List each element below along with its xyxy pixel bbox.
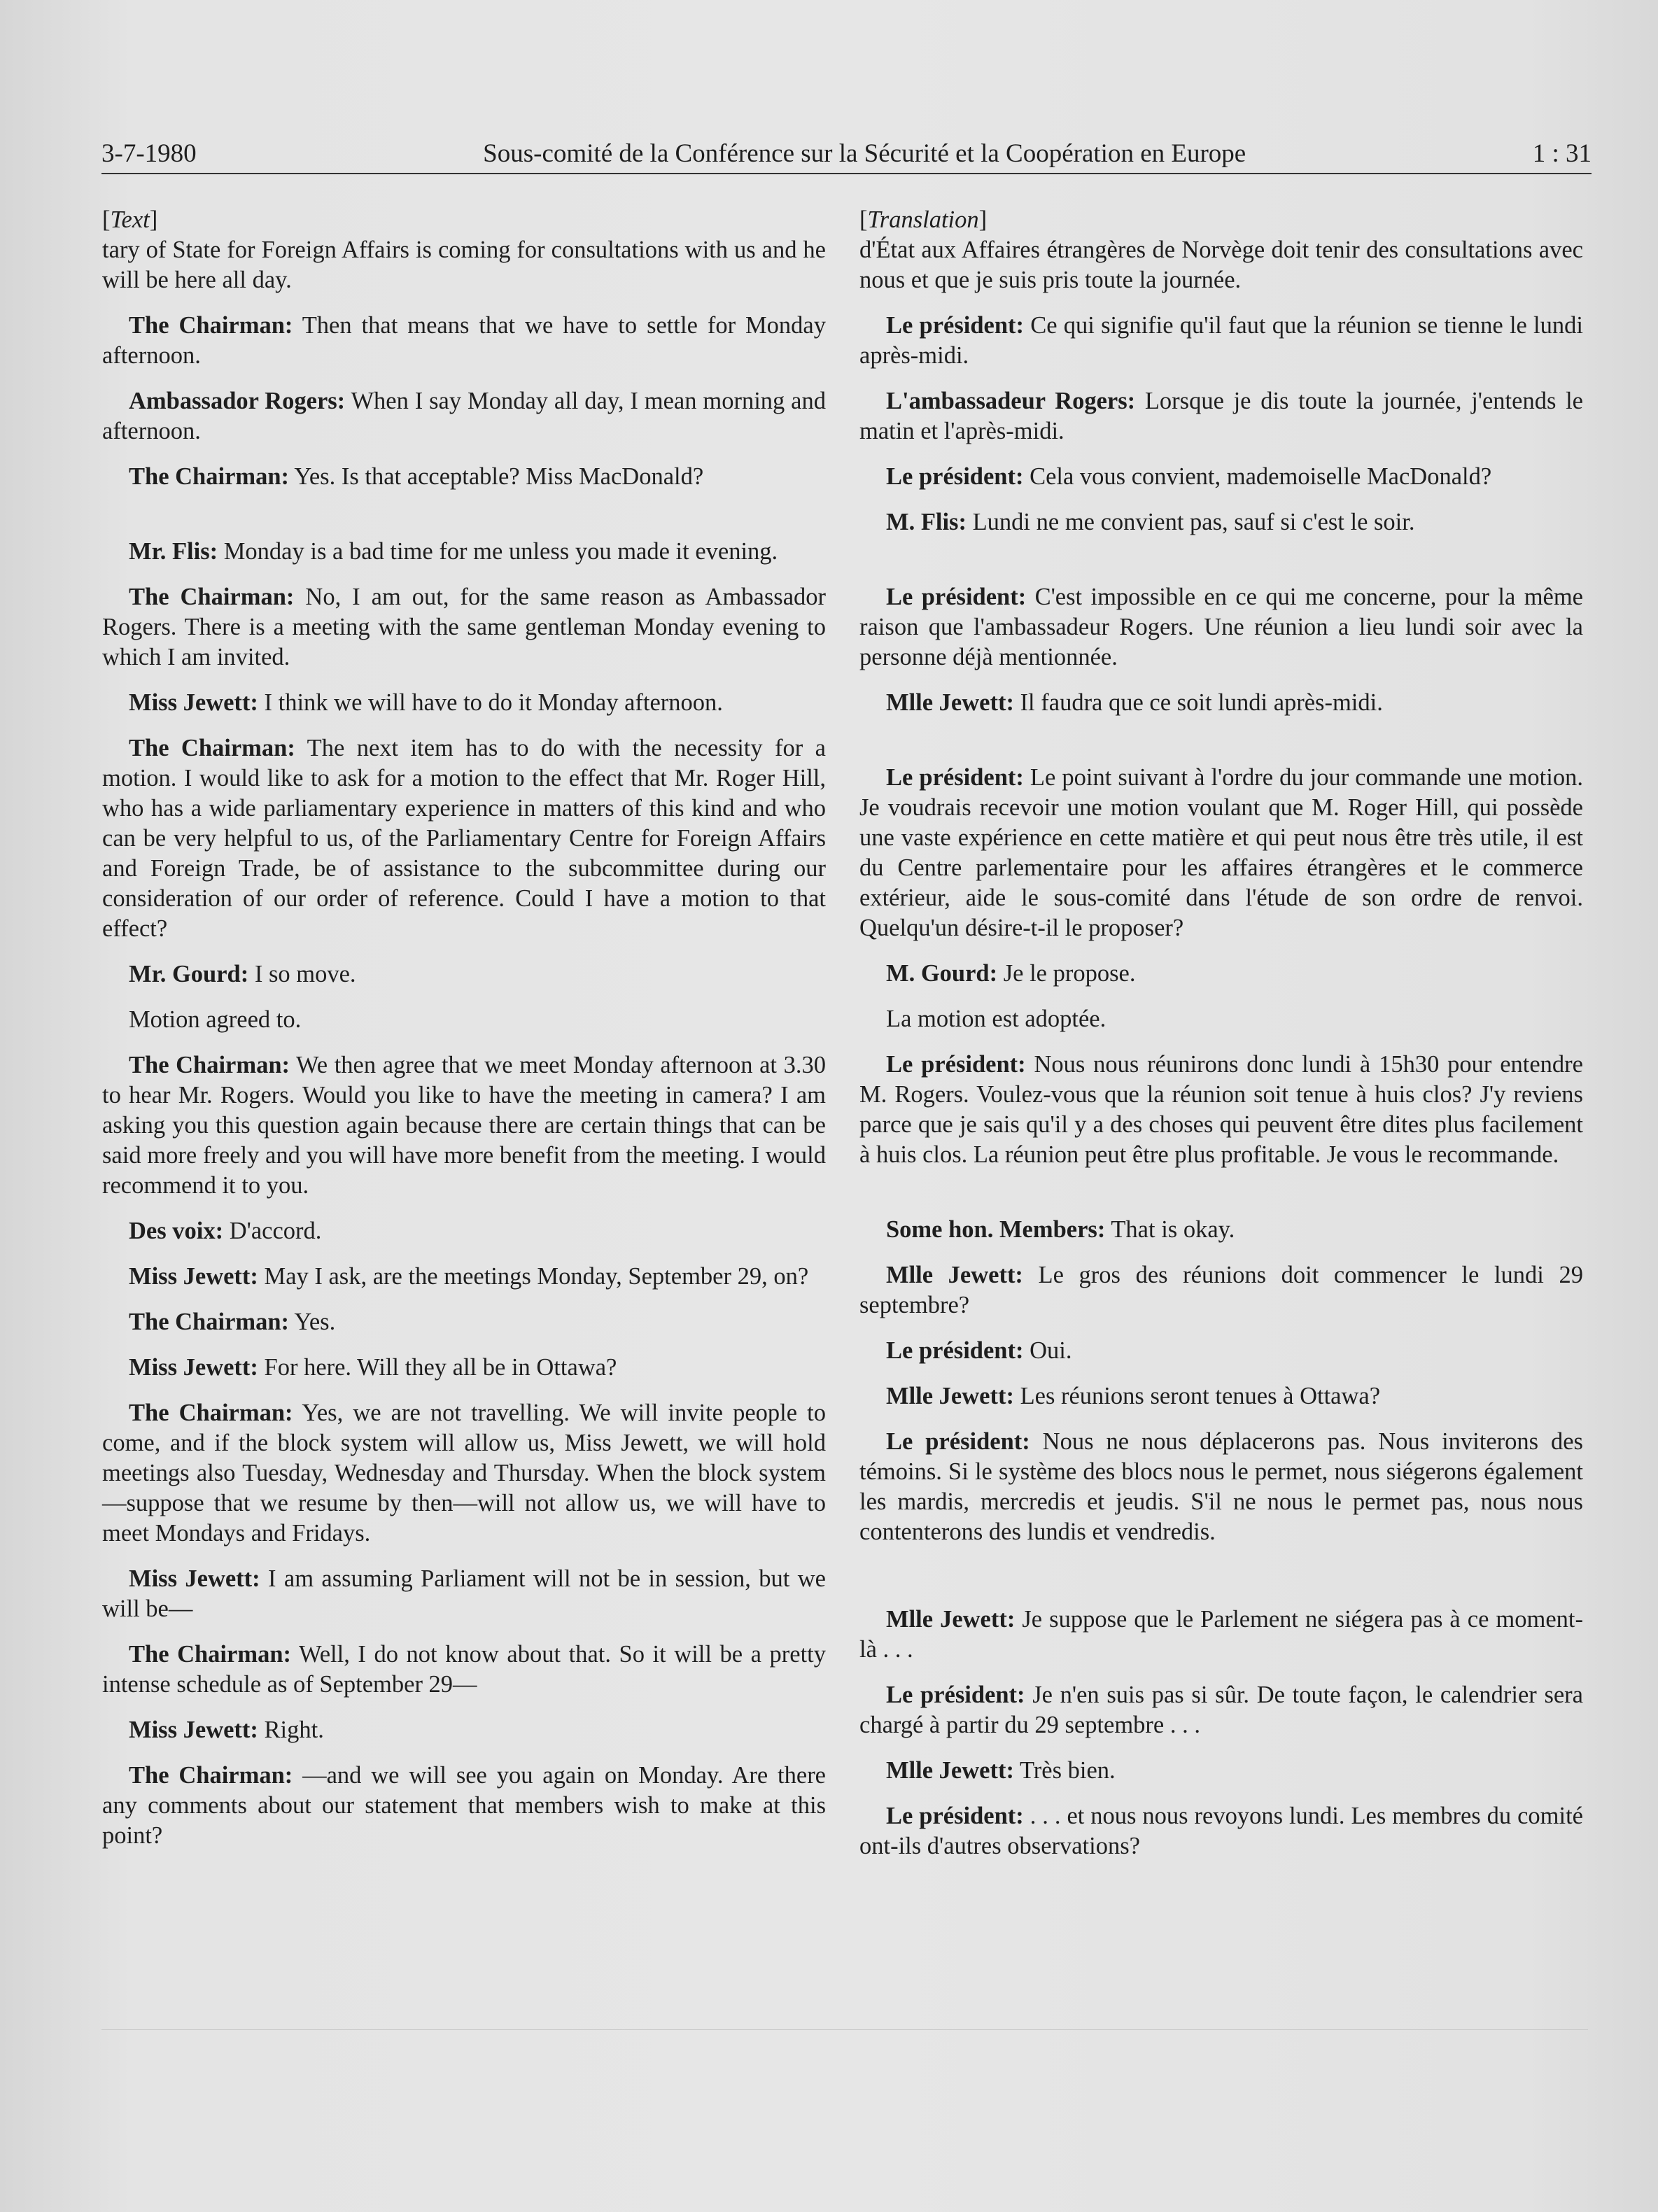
speaker: Le président: bbox=[886, 764, 1024, 791]
speaker: Miss Jewett: bbox=[129, 1263, 258, 1290]
header-date: 3-7-1980 bbox=[101, 139, 197, 168]
speaker: The Chairman: bbox=[129, 312, 293, 339]
speaker: Mr. Gourd: bbox=[129, 961, 249, 987]
speaker: Ambassador Rogers: bbox=[129, 388, 346, 414]
speaker: The Chairman: bbox=[129, 1762, 293, 1789]
paragraph: The Chairman: Then that means that we have to settle for Monday afternoon. bbox=[102, 312, 826, 369]
speaker: Miss Jewett: bbox=[129, 689, 258, 716]
paragraph: Some hon. Members: That is okay. bbox=[886, 1216, 1235, 1243]
paragraph: Mlle Jewett: Je suppose que le Parlement ne siégera pas à ce moment-là . . . bbox=[859, 1606, 1583, 1663]
speaker: The Chairman: bbox=[129, 1641, 291, 1668]
speaker: The Chairman: bbox=[129, 584, 295, 610]
paragraph: Motion agreed to. bbox=[129, 1006, 302, 1033]
opening-paragraph: d'État aux Affaires étrangères de Norvège doit tenir des consultations avec nous et que je suis pris toute la journée. bbox=[859, 237, 1583, 293]
paragraph: The Chairman: No, I am out, for the same reason as Ambassador Rogers. There is a meeting with the same gentleman Monday evening to which I am invited. bbox=[102, 584, 826, 670]
paragraph: Mlle Jewett: Il faudra que ce soit lundi après-midi. bbox=[886, 689, 1383, 716]
paragraph: The Chairman: Yes. Is that acceptable? Miss MacDonald? bbox=[129, 463, 704, 490]
page-header bbox=[101, 129, 1592, 174]
speaker: Mr. Flis: bbox=[129, 538, 218, 565]
paragraph: Le président: Nous nous réunirons donc lundi à 15h30 pour entendre M. Rogers. Voulez-vous que la réunion soit tenue à huis clos? J'y reviens parce que je sais qu'il y a des choses qui peuvent être dites plus facilement à huis clos. La réunion peut être plus profitable. Je vous le recommande. bbox=[859, 1051, 1583, 1168]
spacer bbox=[859, 1563, 1583, 1605]
paragraph: Mlle Jewett: Très bien. bbox=[886, 1757, 1116, 1784]
paragraph: Le président: C'est impossible en ce qui me concerne, pour la même raison que l'ambassadeur Rogers. Une réunion a lieu lundi soir avec la personne déjà mentionnée. bbox=[859, 584, 1583, 670]
speaker: The Chairman: bbox=[129, 1309, 290, 1335]
paragraph: The Chairman: Well, I do not know about that. So it will be a pretty intense schedule as of September 29— bbox=[102, 1641, 826, 1698]
paragraph: Mr. Flis: Monday is a bad time for me unless you made it evening. bbox=[129, 538, 778, 565]
column-label-text: [Text] bbox=[102, 206, 158, 233]
paragraph: Le président: Le point suivant à l'ordre du jour commande une motion. Je voudrais recevoir une motion voulant que M. Roger Hill, qui possède une vaste expérience en cette matière et qui peut nous être très utile, il est du Centre parlementaire pour les affaires étrangères et le commerce extérieur, aide le sous-comité dans l'étude de son ordre de renvoi. Quelqu'un désire-t-il le proposer? bbox=[859, 764, 1583, 941]
paragraph: Miss Jewett: I think we will have to do it Monday afternoon. bbox=[129, 689, 723, 716]
speaker: Mlle Jewett: bbox=[886, 1262, 1023, 1288]
speaker: Le président: bbox=[886, 1428, 1030, 1455]
speaker: Mlle Jewett: bbox=[886, 1606, 1016, 1633]
english-column bbox=[102, 205, 826, 1866]
paragraph: Mr. Gourd: I so move. bbox=[129, 961, 356, 987]
paragraph: Mlle Jewett: Le gros des réunions doit commencer le lundi 29 septembre? bbox=[859, 1262, 1583, 1318]
paragraph: La motion est adoptée. bbox=[886, 1006, 1106, 1032]
spacer bbox=[859, 733, 1583, 763]
paragraph: Le président: Nous ne nous déplacerons pas. Nous inviterons des témoins. Si le système des blocs nous le permet, nous siégerons également les mardis, mercredis et jeudis. S'il ne nous le permet pas, nous nous contenterons des lundis et vendredis. bbox=[859, 1428, 1583, 1545]
speaker: Le président: bbox=[886, 1051, 1026, 1078]
spacer bbox=[859, 553, 1583, 582]
paragraph: The Chairman: Yes. bbox=[129, 1309, 336, 1335]
speaker: Le président: bbox=[886, 1803, 1024, 1829]
paragraph: Le président: Ce qui signifie qu'il faut que la réunion se tienne le lundi après-midi. bbox=[859, 312, 1583, 369]
paragraph: The Chairman: —and we will see you again on Monday. Are there any comments about our statement that members wish to make at this point? bbox=[102, 1762, 826, 1849]
speaker: Miss Jewett: bbox=[129, 1565, 260, 1592]
speaker: Mlle Jewett: bbox=[886, 689, 1014, 716]
paragraph: The Chairman: Yes, we are not travelling. We will invite people to come, and if the block system will allow us, Miss Jewett, we will hold meetings also Tuesday, Wednesday and Thursday. When the block system—suppose that we resume by then—will not allow us, we will have to meet Mondays and Fridays. bbox=[102, 1400, 826, 1547]
column-label-translation: [Translation] bbox=[859, 206, 988, 233]
speaker: Some hon. Members: bbox=[886, 1216, 1106, 1243]
paragraph: Le président: Cela vous convient, mademoiselle MacDonald? bbox=[886, 463, 1492, 490]
speaker: Le président: bbox=[886, 1337, 1024, 1364]
paragraph: M. Gourd: Je le propose. bbox=[886, 960, 1136, 987]
speaker: Le président: bbox=[886, 584, 1027, 610]
paragraph: L'ambassadeur Rogers: Lorsque je dis toute la journée, j'entends le matin et l'après-midi. bbox=[859, 388, 1583, 444]
paragraph: Le président: . . . et nous nous revoyons lundi. Les membres du comité ont-ils d'autres observations? bbox=[859, 1803, 1583, 1859]
paragraph: Miss Jewett: For here. Will they all be in Ottawa? bbox=[129, 1354, 617, 1381]
paragraph: Des voix: D'accord. bbox=[129, 1218, 322, 1244]
speaker: The Chairman: bbox=[129, 735, 295, 761]
speaker: The Chairman: bbox=[129, 1052, 290, 1078]
paragraph: M. Flis: Lundi ne me convient pas, sauf si c'est le soir. bbox=[886, 509, 1415, 535]
speaker: Miss Jewett: bbox=[129, 1354, 258, 1381]
french-column bbox=[859, 205, 1583, 1877]
speaker: Mlle Jewett: bbox=[886, 1383, 1014, 1409]
speaker: M. Gourd: bbox=[886, 960, 998, 987]
paragraph: Mlle Jewett: Les réunions seront tenues à Ottawa? bbox=[886, 1383, 1381, 1409]
header-title: Sous-comité de la Conférence sur la Sécurité et la Coopération en Europe bbox=[483, 139, 1246, 168]
paragraph: Le président: Je n'en suis pas si sûr. De toute façon, le calendrier sera chargé à partir du 29 septembre . . . bbox=[859, 1682, 1583, 1738]
spacer bbox=[102, 507, 826, 537]
paragraph: Ambassador Rogers: When I say Monday all day, I mean morning and afternoon. bbox=[102, 388, 826, 444]
paragraph: The Chairman: We then agree that we meet Monday afternoon at 3.30 to hear Mr. Rogers. Would you like to have the meeting in camera? I am asking you this question again because there are certain things that can be said more freely and you will have more benefit from the meeting. I would recommend it to you. bbox=[102, 1052, 826, 1199]
paragraph: Le président: Oui. bbox=[886, 1337, 1072, 1364]
speaker: Le président: bbox=[886, 1682, 1025, 1708]
paragraph: The Chairman: The next item has to do with the necessity for a motion. I would like to ask for a motion to the effect that Mr. Roger Hill, who has a wide parliamentary experience in matters of this kind and who can be very helpful to us, of the Parliamentary Centre for Foreign Affairs and Foreign Trade, be of assistance to the subcommittee during our consideration of our order of reference. Could I have a motion to that effect? bbox=[102, 735, 826, 942]
spacer bbox=[859, 1185, 1583, 1215]
speaker: Miss Jewett: bbox=[129, 1717, 258, 1743]
speaker: L'ambassadeur Rogers: bbox=[886, 388, 1136, 414]
speaker: Des voix: bbox=[129, 1218, 224, 1244]
speaker: Le président: bbox=[886, 312, 1025, 339]
opening-paragraph: tary of State for Foreign Affairs is coming for consultations with us and he will be here all day. bbox=[102, 237, 826, 293]
paragraph: Miss Jewett: I am assuming Parliament will not be in session, but we will be— bbox=[102, 1565, 826, 1622]
bottom-rule bbox=[101, 2029, 1588, 2030]
speaker: The Chairman: bbox=[129, 463, 290, 490]
speaker: The Chairman: bbox=[129, 1400, 293, 1426]
page-number: 1 : 31 bbox=[1532, 139, 1592, 168]
speaker: Le président: bbox=[886, 463, 1024, 490]
speaker: Mlle Jewett: bbox=[886, 1757, 1014, 1784]
paragraph: Miss Jewett: May I ask, are the meetings Monday, September 29, on? bbox=[129, 1263, 809, 1290]
speaker: M. Flis: bbox=[886, 509, 967, 535]
paragraph: Miss Jewett: Right. bbox=[129, 1717, 324, 1743]
